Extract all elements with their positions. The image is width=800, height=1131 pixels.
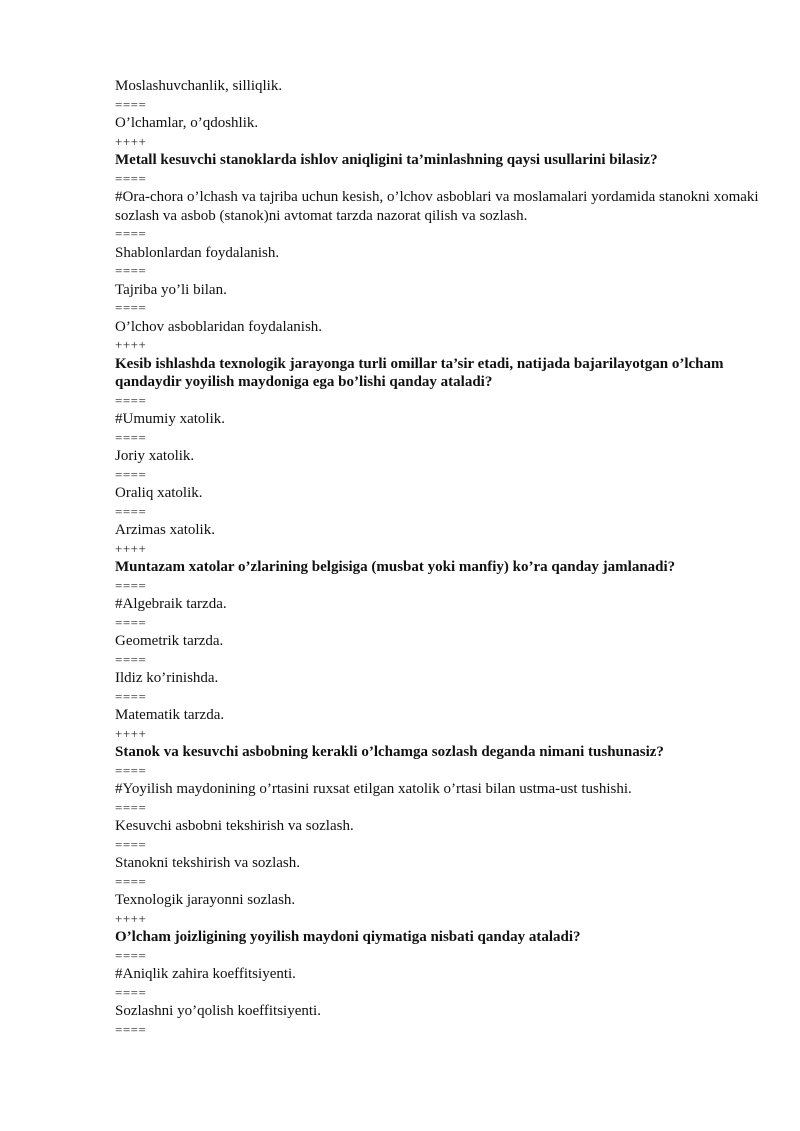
answer-option: #Umumiy xatolik. <box>115 411 225 427</box>
answer-option: #Yoyilish maydonining o’rtasini ruxsat etilgan xatolik o’rtasi bilan ustma-ust tushishi. <box>115 781 632 797</box>
option-separator: ==== <box>115 1021 147 1037</box>
question-text: Muntazam xatolar o’zlarining belgisiga (musbat yoki manfiy) ko’ra qanday jamlanadi? <box>115 559 676 575</box>
answer-option: O’lchamlar, o’qdoshlik. <box>115 115 259 131</box>
option-separator: ==== <box>115 688 147 704</box>
answer-option: #Algebraik tarzda. <box>115 596 227 612</box>
option-separator: ==== <box>115 226 147 241</box>
option-separator: ==== <box>115 873 147 889</box>
document-page <box>115 0 775 1039</box>
question-text: O’lcham joizligining yoyilish maydoni qiymatiga nisbati qanday ataladi? <box>115 929 581 945</box>
option-separator: ==== <box>115 836 147 852</box>
option-separator: ==== <box>115 300 147 315</box>
answer-option: Arzimas xatolik. <box>115 522 215 538</box>
question-separator: ++++ <box>115 133 147 149</box>
answer-option: Tajriba yo’li bilan. <box>115 281 227 298</box>
option-separator: ==== <box>115 984 147 1000</box>
answer-option: Texnologik jarayonni sozlash. <box>115 892 296 908</box>
answer-option: Stanokni tekshirish va sozlash. <box>115 855 300 871</box>
answer-option: Shablonlardan foydalanish. <box>115 244 280 261</box>
option-separator: ==== <box>115 466 147 482</box>
option-separator: ==== <box>115 799 147 815</box>
answer-option: Moslashuvchanlik, silliqlik. <box>115 78 283 94</box>
question-text: Stanok va kesuvchi asbobning kerakli o’lchamga sozlash deganda nimani tushunasiz? <box>115 744 664 760</box>
option-separator: ==== <box>115 651 147 667</box>
answer-option: Sozlashni yo’qolish koeffitsiyenti. <box>115 1003 321 1019</box>
answer-option: Geometrik tarzda. <box>115 633 224 649</box>
answer-option: #Aniqlik zahira koeffitsiyenti. <box>115 966 296 982</box>
option-separator: ==== <box>115 429 147 445</box>
top-margin <box>115 0 775 77</box>
answer-option: Matematik tarzda. <box>115 707 225 723</box>
question-list <box>115 77 775 1039</box>
question-text: Metall kesuvchi stanoklarda ishlov aniqligini ta’minlashning qaysi usullarini bilasiz? <box>115 152 658 168</box>
question-text: Kesib ishlashda texnologik jarayonga turli omillar ta’sir etadi, natijada bajarilayotgan o’lcham qandaydir yoyilish maydoniga ega bo’lishi qanday ataladi? <box>115 355 724 390</box>
answer-option: #Ora-chora o’lchash va tajriba uchun kesish, o’lchov asboblari va moslamalari yordamida stanokni xomaki sozlash va asbob (stanok)ni avtomat tarzda nazorat qilish va sozlash. <box>115 189 759 224</box>
option-separator: ==== <box>115 947 147 963</box>
option-separator: ==== <box>115 503 147 519</box>
option-separator: ==== <box>115 170 147 186</box>
option-separator: ==== <box>115 614 147 630</box>
question-separator: ++++ <box>115 540 147 556</box>
question-separator: ++++ <box>115 725 147 741</box>
option-separator: ==== <box>115 263 147 278</box>
option-separator: ==== <box>115 762 147 778</box>
answer-option: Oraliq xatolik. <box>115 485 203 501</box>
question-separator: ++++ <box>115 910 147 926</box>
answer-option: Joriy xatolik. <box>115 448 195 464</box>
answer-option: Kesuvchi asbobni tekshirish va sozlash. <box>115 818 354 834</box>
answer-option: Ildiz ko’rinishda. <box>115 670 219 686</box>
question-separator: ++++ <box>115 337 147 352</box>
option-separator: ==== <box>115 96 147 112</box>
option-separator: ==== <box>115 392 147 408</box>
answer-option: O’lchov asboblaridan foydalanish. <box>115 318 323 335</box>
option-separator: ==== <box>115 577 147 593</box>
